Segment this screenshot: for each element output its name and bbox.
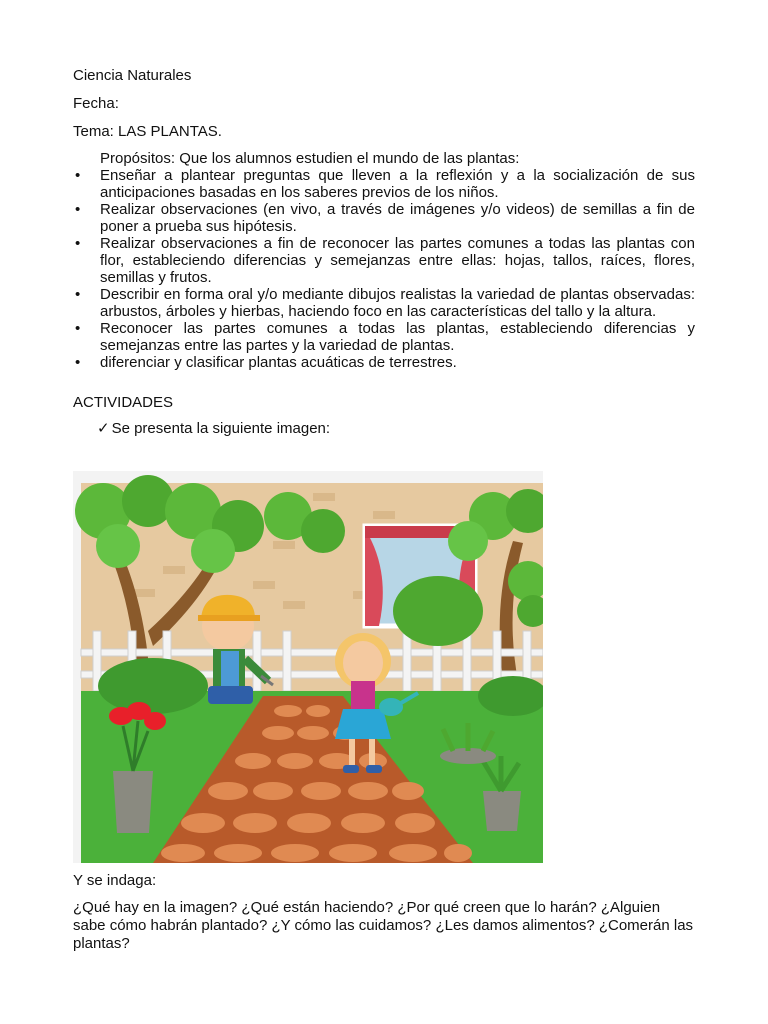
purposes-list [73, 167, 695, 371]
date-label: Fecha: [73, 95, 119, 112]
list-item: • Describir en forma oral y/o mediante dibujos realistas la variedad de plantas observadas: arbustos, árboles y hierbas, haciendo foco en las características del tallo y la altura. [75, 286, 695, 320]
bullet-icon: • [75, 320, 81, 337]
list-item: • Realizar observaciones a fin de reconocer las partes comunes a todas las plantas con flor, estableciendo diferencias y semejanzas entre ellas: hojas, tallos, raíces, flores, semillas y frutos. [75, 235, 695, 286]
garden-illustration [73, 471, 543, 863]
checkmark-icon: ✓ [97, 420, 110, 437]
list-item: • Enseñar a plantear preguntas que lleven a la reflexión y a la socialización de sus anticipaciones basadas en los saberes previos de los niños. [75, 167, 695, 201]
bullet-icon: • [75, 286, 81, 303]
subject-heading: Ciencia Naturales [73, 67, 192, 84]
bullet-icon: • [75, 235, 81, 252]
bullet-icon: • [75, 201, 81, 218]
check-item: ✓ Se presenta la siguiente imagen: [97, 420, 331, 437]
activities-heading: ACTIVIDADES [73, 394, 174, 411]
bullet-icon: • [75, 354, 81, 371]
purposes-intro: Propósitos: Que los alumnos estudien el mundo de las plantas: [100, 150, 520, 167]
question-paragraph: ¿Qué hay en la imagen? ¿Qué están haciendo? ¿Por qué creen que lo harán? ¿Alguien sabe cómo habrán plantado? ¿Y cómo las cuidamos? ¿Les damos alimentos? ¿Comerán las plantas? [73, 899, 694, 952]
followup-label: Y se indaga: [73, 872, 157, 889]
document-body [73, 66, 695, 439]
garden-scene-image [73, 471, 543, 863]
topic-heading: Tema: LAS PLANTAS. [73, 123, 222, 140]
bullet-icon: • [75, 167, 81, 184]
list-item: • diferenciar y clasificar plantas acuáticas de terrestres. [75, 354, 457, 371]
list-item: • Reconocer las partes comunes a todas las plantas, estableciendo diferencias y semejanzas entre las partes y la variedad de plantas. [75, 320, 695, 354]
list-item: • Realizar observaciones (en vivo, a través de imágenes y/o videos) de semillas a fin de poner a prueba sus hipótesis. [75, 201, 695, 235]
